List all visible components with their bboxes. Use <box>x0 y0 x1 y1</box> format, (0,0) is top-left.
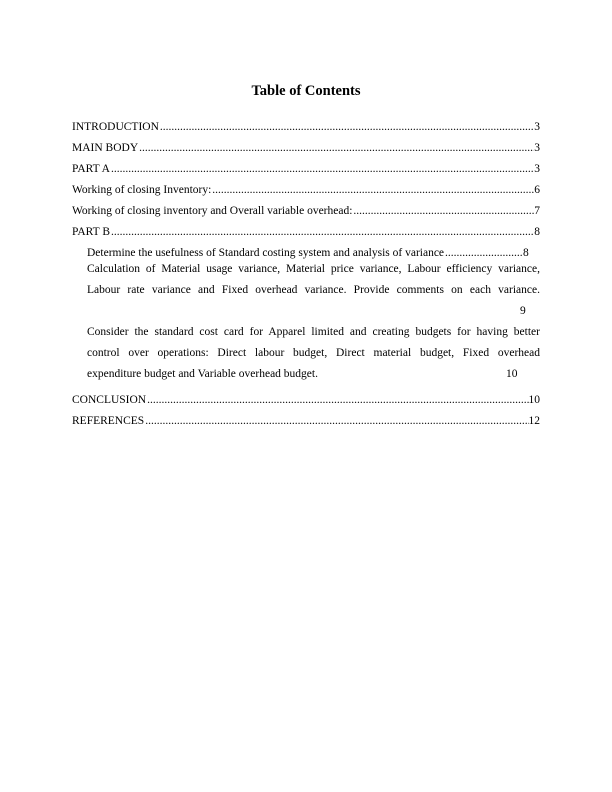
toc-entry-line: Labour rate variance and Fixed overhead variance. Provide comments on each variance. <box>87 284 540 296</box>
toc-entry-references[interactable] <box>72 406 540 427</box>
toc-page-number: 12 <box>528 415 540 427</box>
toc-page-number: 10 <box>528 394 540 406</box>
toc-leader-dots <box>111 226 534 238</box>
toc-entry-label: Working of closing inventory and Overall variable overhead: <box>72 205 353 217</box>
toc-title: Table of Contents <box>251 83 361 99</box>
toc-entry-label: REFERENCES <box>72 415 145 427</box>
toc-entry-part-b[interactable] <box>72 217 540 238</box>
toc-leader-dots <box>147 394 528 406</box>
toc-entry-label: MAIN BODY <box>72 142 139 154</box>
toc-page-number: 7 <box>534 205 540 217</box>
toc-page-number: 3 <box>534 121 540 133</box>
toc-leader-dots <box>445 247 523 259</box>
toc-leader-dots <box>139 142 534 154</box>
toc-page-number: 8 <box>523 247 529 259</box>
toc-entry-lastline <box>87 364 540 385</box>
toc-leader-dots <box>111 163 534 175</box>
toc-entry-label: Working of closing Inventory: <box>72 184 212 196</box>
toc-entry-standard-cost-card[interactable] <box>72 322 540 385</box>
toc-page-number: 8 <box>534 226 540 238</box>
toc-entry-label: INTRODUCTION <box>72 121 159 133</box>
toc-leader-dots <box>145 415 528 427</box>
toc-entry-variance-calculation[interactable] <box>72 259 540 322</box>
toc-entry-line: Calculation of Material usage variance, Material price variance, Labour efficiency variance, <box>87 263 540 275</box>
toc-page-number: 10 <box>505 368 518 380</box>
toc-entry-line: expenditure budget and Variable overhead budget. <box>87 368 318 380</box>
toc-leader-dots <box>212 184 534 196</box>
toc-page-number: 6 <box>534 184 540 196</box>
toc-entry-closing-inventory-overhead[interactable] <box>72 196 540 217</box>
toc-entry-line: control over operations: Direct labour budget, Direct material budget, Fixed overhead <box>87 347 540 359</box>
toc-leader-dots <box>353 205 534 217</box>
toc-page-number: 3 <box>534 163 540 175</box>
toc-entry-part-a[interactable] <box>72 154 540 175</box>
toc-leader-dots <box>160 121 534 133</box>
toc-entry-line: Consider the standard cost card for Apparel limited and creating budgets for having better <box>87 326 540 338</box>
toc-entry-label: Determine the usefulness of Standard costing system and analysis of variance <box>87 247 445 259</box>
toc-entry-introduction[interactable] <box>72 112 540 133</box>
toc-page-number: 9 <box>520 305 526 317</box>
toc-list <box>72 112 540 427</box>
toc-entry-label: CONCLUSION <box>72 394 147 406</box>
toc-entry-standard-costing[interactable] <box>72 238 540 259</box>
toc-entry-lastline <box>87 301 540 322</box>
toc-page-number: 3 <box>534 142 540 154</box>
toc-entry-main-body[interactable] <box>72 133 540 154</box>
toc-entry-closing-inventory[interactable] <box>72 175 540 196</box>
toc-entry-conclusion[interactable] <box>72 385 540 406</box>
toc-entry-label: PART A <box>72 163 110 175</box>
toc-entry-label: PART B <box>72 226 110 238</box>
